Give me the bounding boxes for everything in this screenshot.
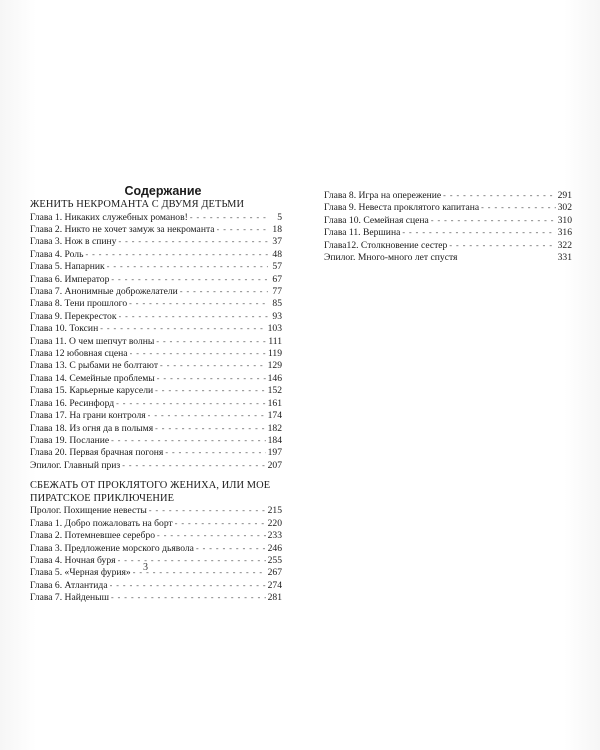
book1-title: ЖЕНИТЬ НЕКРОМАНТА С ДВУМЯ ДЕТЬМИ: [30, 199, 245, 210]
toc-entry-title: Глава 1. Добро пожаловать на борт: [30, 517, 173, 529]
toc-entry-page: 246: [267, 542, 282, 554]
toc-entry-title: Глава 6. Атлантида: [30, 579, 108, 591]
toc-entry-title: Глава 14. Семейные проблемы: [30, 372, 155, 384]
toc-dot-leader: [149, 505, 266, 517]
toc-entry-title: Глава 17. На грани контроля: [30, 410, 146, 422]
toc-entry-title: Глава 3. Предложение морского дьявола: [30, 542, 194, 554]
toc-entry-title: Глава 3. Нож в спину: [30, 236, 117, 248]
toc-entry-title: Глава 11. О чем шепчут волны: [30, 335, 155, 347]
toc-entry-page: 291: [557, 190, 572, 201]
toc-entry: [324, 202, 572, 214]
toc-dot-leader: [111, 435, 265, 447]
toc-entry-page: 310: [557, 214, 572, 226]
toc-entry-title: Глава 19. Послание: [30, 434, 110, 446]
toc-entry: [30, 592, 282, 604]
toc-entry: [30, 274, 282, 286]
toc-dot-leader: [107, 261, 268, 273]
toc-entry-title: Глава 2. Никто не хочет замуж за некроманта: [30, 224, 215, 235]
toc-entry-page: 322: [557, 239, 572, 251]
toc-entry-title: Глава 5. Напарник: [30, 261, 105, 273]
toc-entry-title: Эпилог. Главный приз: [30, 459, 121, 471]
toc-entry-title: Глава 13. С рыбами не болтают: [30, 360, 159, 372]
toc-dot-leader: [157, 530, 266, 542]
toc-entry-page: 161: [267, 397, 282, 409]
toc-entry-title: Глава12. Столкновение сестер: [324, 239, 448, 251]
toc-dot-leader: [118, 236, 268, 248]
toc-dot-leader: [148, 410, 266, 422]
toc-entry-page: 197: [267, 447, 282, 459]
toc-dot-leader: [155, 385, 265, 397]
toc-entry-page: 18: [272, 224, 282, 235]
toc-entry-page: 207: [267, 459, 282, 471]
toc-entry-title: Глава 5. «Черная фурия»: [30, 567, 131, 579]
toc-dot-leader: [156, 336, 266, 348]
toc-entry-page: 111: [268, 335, 282, 347]
toc-entry-page: 174: [267, 410, 282, 422]
toc-entry: [30, 311, 282, 323]
book2-entries-left: [30, 505, 282, 604]
toc-entry-page: 184: [267, 434, 282, 446]
toc-entry: [30, 435, 282, 447]
toc-entry-title: Глава 15. Карьерные карусели: [30, 385, 154, 397]
toc-entry: [30, 323, 282, 335]
toc-entry-page: 85: [272, 298, 282, 310]
toc-dot-leader: [196, 543, 266, 555]
toc-entry: [30, 567, 282, 579]
toc-dot-leader: [116, 398, 265, 410]
toc-entry-page: 152: [267, 385, 282, 397]
toc-entry-page: 37: [272, 236, 282, 248]
toc-entry-page: 274: [267, 579, 282, 591]
toc-entry-page: 146: [267, 372, 282, 384]
toc-entry-title: Глава 20. Первая брачная погоня: [30, 447, 164, 459]
toc-dot-leader: [175, 518, 266, 530]
book2-entries-right: [324, 190, 572, 264]
toc-entry-page: 331: [557, 252, 572, 264]
toc-left-column: [30, 183, 282, 605]
toc-dot-leader: [155, 423, 266, 435]
toc-entry-title: Глава 9. Перекресток: [30, 310, 117, 322]
toc-entry-page: 48: [272, 248, 282, 260]
toc-entry: [30, 555, 282, 567]
toc-entry-title: Глава 4. Роль: [30, 248, 84, 260]
toc-entry: [30, 336, 282, 348]
toc-entry-page: 182: [267, 422, 282, 434]
toc-entry-page: 220: [267, 517, 282, 529]
toc-entry: [30, 286, 282, 298]
toc-entry-title: Глава 18. Из огня да в полымя: [30, 422, 154, 434]
page-number-mark: 3: [143, 562, 148, 573]
toc-entry-page: 93: [272, 310, 282, 322]
toc-entry-title: Глава 4. Ночная буря: [30, 554, 116, 566]
toc-entry-title: Глава 10. Семейная сцена: [324, 214, 429, 226]
toc-entry-page: 302: [557, 202, 572, 214]
toc-dot-leader: [100, 323, 265, 335]
toc-entry: [30, 410, 282, 422]
toc-dot-leader: [129, 298, 268, 310]
toc-dot-leader: [110, 580, 266, 592]
book2-title-line2: ПИРАТСКОЕ ПРИКЛЮЧЕНИЕ: [30, 492, 175, 504]
toc-entry-title: Глава 11. Вершина: [324, 227, 401, 239]
toc-entry: [324, 227, 572, 239]
toc-entry-title: Глава 10. Токсин: [30, 323, 99, 335]
toc-entry-title: Глава 8. Игра на опережение: [324, 190, 442, 201]
toc-entry-page: 267: [267, 567, 282, 579]
toc-entry-page: 233: [267, 530, 282, 542]
toc-entry-title: Глава 1. Никаких служебных романов!: [30, 211, 188, 223]
toc-dot-leader: [133, 567, 266, 579]
toc-entry: [30, 530, 282, 542]
toc-dot-leader: [119, 311, 268, 323]
toc-entry: [30, 447, 282, 459]
toc-entry: [324, 215, 572, 227]
toc-entry: [30, 460, 282, 472]
toc-dot-leader: [130, 348, 266, 360]
toc-entry: [324, 240, 572, 252]
toc-entry: [30, 261, 282, 273]
book2-title-line1: СБЕЖАТЬ ОТ ПРОКЛЯТОГО ЖЕНИХА, ИЛИ МОЕ: [30, 480, 271, 492]
toc-entry: [30, 580, 282, 592]
toc-entry: [30, 518, 282, 530]
toc-entry-title: Пролог. Похищение невесты: [30, 505, 147, 517]
toc-entry: [30, 212, 282, 224]
toc-entry-page: 215: [267, 505, 282, 517]
toc-entry: [30, 385, 282, 397]
toc-dot-leader: [190, 212, 268, 224]
toc-entry-page: 5: [277, 211, 282, 223]
toc-dot-leader: [111, 592, 266, 604]
toc-entry-page: 103: [267, 323, 282, 335]
toc-entry-page: 129: [267, 360, 282, 372]
toc-entry: [30, 298, 282, 310]
toc-dot-leader: [481, 202, 555, 214]
book1-entries: [30, 212, 282, 473]
toc-dot-leader: [111, 274, 268, 286]
toc-entry-page: 281: [267, 592, 282, 604]
toc-dot-leader: [431, 215, 556, 227]
toc-entry: [324, 252, 572, 264]
toc-dot-leader: [402, 227, 555, 239]
toc-entry: [30, 224, 282, 236]
toc-entry-title: Эпилог. Много-много лет спустя: [324, 252, 458, 264]
toc-entry-page: 119: [267, 348, 282, 360]
toc-entry-page: 67: [272, 273, 282, 285]
toc-entry: [30, 236, 282, 248]
toc-entry-title: Глава 12 юбовная сцена: [30, 348, 128, 360]
toc-entry: [30, 249, 282, 261]
toc-dot-leader: [165, 447, 265, 459]
toc-entry-page: 77: [272, 286, 282, 298]
toc-entry-title: Глава 7. Найденыш: [30, 592, 109, 604]
toc-dot-leader: [160, 360, 266, 372]
toc-entry: [30, 373, 282, 385]
toc-entry-page: 57: [272, 261, 282, 273]
toc-dot-leader: [157, 373, 266, 385]
toc-entry: [30, 543, 282, 555]
toc-entry-page: 255: [267, 554, 282, 566]
toc-entry-title: Глава 6. Император: [30, 273, 110, 285]
toc-entry-title: Глава 7. Анонимные доброжелатели: [30, 286, 178, 298]
toc-entry-page: 316: [557, 227, 572, 239]
toc-dot-leader: [449, 240, 555, 252]
toc-entry-title: Глава 9. Невеста проклятого капитана: [324, 202, 480, 214]
toc-entry: [30, 360, 282, 372]
toc-entry-title: Глава 2. Потемневшее серебро: [30, 530, 156, 542]
toc-entry-title: Глава 16. Ресинфорд: [30, 397, 115, 409]
toc-entry: [324, 190, 572, 202]
toc-right-column: [324, 190, 572, 264]
toc-dot-leader: [85, 249, 268, 261]
toc-entry: [30, 398, 282, 410]
toc-entry-title: Глава 8. Тени прошлого: [30, 298, 128, 310]
toc-title: Содержание: [124, 184, 202, 198]
toc-entry: [30, 348, 282, 360]
toc-dot-leader: [180, 286, 268, 298]
toc-dot-leader: [122, 460, 265, 472]
toc-entry: [30, 423, 282, 435]
toc-dot-leader: [443, 190, 555, 202]
toc-dot-leader: [217, 224, 268, 236]
toc-entry: [30, 505, 282, 517]
book2-title: [30, 480, 282, 505]
toc-dot-leader: [118, 555, 266, 567]
